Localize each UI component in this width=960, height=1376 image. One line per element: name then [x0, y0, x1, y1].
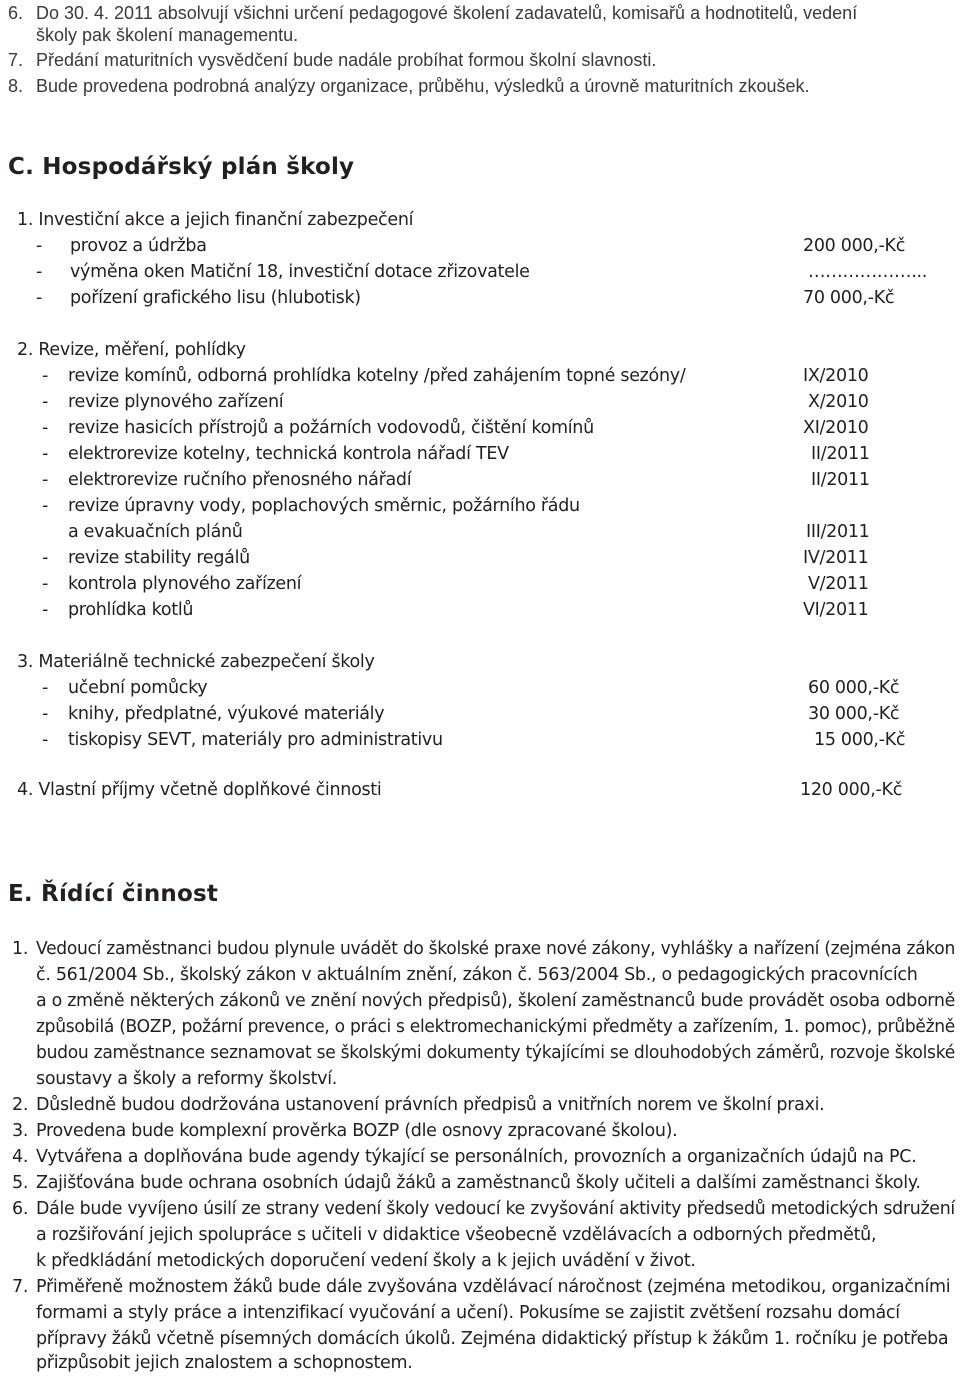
- row-value: III/2011: [806, 522, 870, 542]
- item-text-line: budou zaměstnance seznamovat se školskými dokumenty týkajícími se dlouhodobých záměrů, rozvoje školské: [36, 1043, 955, 1063]
- item-text-line: formami a styly práce a intenzifikací vyučování a učení). Pokusíme se zajistit zvětšení rozsahu domácí: [36, 1303, 900, 1323]
- dash: -: [42, 418, 49, 438]
- item-text-line: Vytvářena a doplňována bude agendy týkající se personálních, provozních a organizačních údajů na PC.: [36, 1147, 917, 1167]
- item-number: 8.: [8, 76, 24, 96]
- row-text: výměna oken Matiční 18, investiční dotace zřizovatele: [70, 262, 530, 282]
- item-text-line: Dále bude vyvíjeno úsilí ze strany vedení školy vedoucí ke zvyšování aktivity předsedů metodických sdružení: [36, 1199, 955, 1219]
- list-item-8: [8, 73, 23, 99]
- item-text-line: způsobilá (BOZP, požární prevence, o práci s elektromechanickými předměty a zařízením, 1. pomoc), průběžně: [36, 1017, 956, 1037]
- row-text: revize stability regálů: [68, 548, 250, 568]
- dash: -: [36, 262, 43, 282]
- dash: -: [42, 548, 49, 568]
- dash: -: [42, 366, 49, 386]
- row-text: pořízení grafického lisu (hlubotisk): [70, 288, 361, 308]
- row-value: 60 000,-Kč: [808, 678, 900, 698]
- item-text-line: Zajišťována bude ochrana osobních údajů žáků a zaměstnanců školy učiteli a dalšími zaměstnanci školy.: [36, 1173, 921, 1193]
- row-value: IX/2010: [803, 366, 869, 386]
- group-4-heading: 4. Vlastní příjmy včetně doplňkové činnosti: [17, 780, 382, 800]
- dash: -: [42, 392, 49, 412]
- item-text-line: Do 30. 4. 2011 absolvují všichni určení pedagogové školení zadavatelů, komisařů a hodnotitelů, vedení: [36, 3, 858, 23]
- group-1-heading: 1. Investiční akce a jejich finanční zabezpečení: [17, 210, 414, 230]
- row-value: X/2010: [808, 392, 869, 412]
- list-item-7: [8, 47, 23, 73]
- row-value: II/2011: [811, 444, 870, 464]
- row-text: revize komínů, odborná prohlídka kotelny /před zahájením topné sezóny/: [68, 366, 686, 386]
- row-text: revize úpravny vody, poplachových směrnic, požárního řádu: [68, 496, 580, 516]
- row-value: VI/2011: [803, 600, 869, 620]
- dash: -: [42, 704, 49, 724]
- dash: -: [42, 678, 49, 698]
- row-text: elektrorevize ručního přenosného nářadí: [68, 470, 412, 490]
- row-text: knihy, předplatné, výukové materiály: [68, 704, 385, 724]
- item-text-line: k předkládání metodických doporučení vedení školy a k jejich uvádění v život.: [36, 1251, 696, 1271]
- item-text-line: Provedena bude komplexní prověrka BOZP (dle osnovy zpracované školou).: [36, 1121, 678, 1141]
- row-text: kontrola plynového zařízení: [68, 574, 302, 594]
- row-value: V/2011: [808, 574, 869, 594]
- group-2-heading: 2. Revize, měření, pohlídky: [17, 340, 246, 360]
- dash: -: [36, 288, 43, 308]
- item-text-line: přizpůsobit jejich znalostem a schopnostem.: [36, 1353, 413, 1373]
- item-number: 1.: [12, 939, 29, 959]
- section-c-heading: C. Hospodářský plán školy: [8, 154, 355, 180]
- row-text: provoz a údržba: [70, 236, 207, 256]
- row-text: elektrorevize kotelny, technická kontrola nářadí TEV: [68, 444, 509, 464]
- row-text: prohlídka kotlů: [68, 600, 194, 620]
- item-text-line: Důsledně budou dodržována ustanovení právních předpisů a vnitřních norem ve školní praxi.: [36, 1095, 825, 1115]
- group-3-heading: 3. Materiálně technické zabezpečení školy: [17, 652, 375, 672]
- list-item-6: [8, 0, 23, 26]
- row-text: a evakuačních plánů: [68, 522, 243, 542]
- row-value: 30 000,-Kč: [808, 704, 900, 724]
- dash: -: [36, 236, 43, 256]
- row-text: revize hasicích přístrojů a požárních vodovodů, čištění komínů: [68, 418, 594, 438]
- item-text-line: soustavy a školy a reformy školství.: [36, 1069, 338, 1089]
- row-value: IV/2011: [803, 548, 869, 568]
- item-text-line: školy pak školení managementu.: [36, 25, 299, 45]
- item-number: 6.: [8, 3, 24, 23]
- dash: -: [42, 730, 49, 750]
- row-value: 200 000,-Kč: [803, 236, 906, 256]
- row-value: 15 000,-Kč: [814, 730, 906, 750]
- item-text-line: Vedoucí zaměstnanci budou plynule uvádět do školské praxe nové zákony, vyhlášky a nařízení (zejména zákon: [36, 939, 956, 959]
- section-e-heading: E. Řídící činnost: [8, 881, 219, 907]
- row-text: revize plynového zařízení: [68, 392, 284, 412]
- item-number: 4.: [12, 1147, 29, 1167]
- item-text-line: Předání maturitních vysvědčení bude nadále probíhat formou školní slavnosti.: [36, 50, 657, 70]
- dash: -: [42, 470, 49, 490]
- dash: -: [42, 574, 49, 594]
- item-text-line: č. 561/2004 Sb., školský zákon v aktuálním znění, zákon č. 563/2004 Sb., o pedagogických pracovnících: [36, 965, 918, 985]
- item-text-line: Bude provedena podrobná analýzy organizace, průběhu, výsledků a úrovně maturitních zkoušek.: [36, 76, 810, 96]
- item-number: 3.: [12, 1121, 29, 1141]
- item-text-line: a o změně některých zákonů ve znění nových předpisů), školení zaměstnanců bude provádět osoba odborně: [36, 991, 956, 1011]
- item-text-line: přípravy žáků včetně písemných domácích úkolů. Zejména didaktický přístup k žákům 1. ročníku je potřeba: [36, 1329, 949, 1349]
- dash: -: [42, 444, 49, 464]
- item-number: 5.: [12, 1173, 29, 1193]
- item-text-line: Přiměřeně možnostem žáků bude dále zvyšována vzdělávací náročnost (zejména metodikou, organizačními: [36, 1277, 951, 1297]
- row-text: učební pomůcky: [68, 678, 208, 698]
- dash: -: [42, 496, 49, 516]
- dash: -: [42, 600, 49, 620]
- row-value: II/2011: [811, 470, 870, 490]
- item-number: 2.: [12, 1095, 29, 1115]
- row-value: 70 000,-Kč: [803, 288, 895, 308]
- item-text-line: a rozšiřování jejich spolupráce s učiteli v didaktice všeobecně vzdělávacích a odborných předmětů,: [36, 1225, 877, 1245]
- row-value: ………………...: [808, 262, 927, 282]
- row-value: XI/2010: [803, 418, 869, 438]
- row-value: 120 000,-Kč: [800, 780, 903, 800]
- item-number: 6.: [12, 1199, 29, 1219]
- item-number: 7.: [8, 50, 24, 70]
- row-text: tiskopisy SEVT, materiály pro administrativu: [68, 730, 443, 750]
- item-number: 7.: [12, 1277, 29, 1297]
